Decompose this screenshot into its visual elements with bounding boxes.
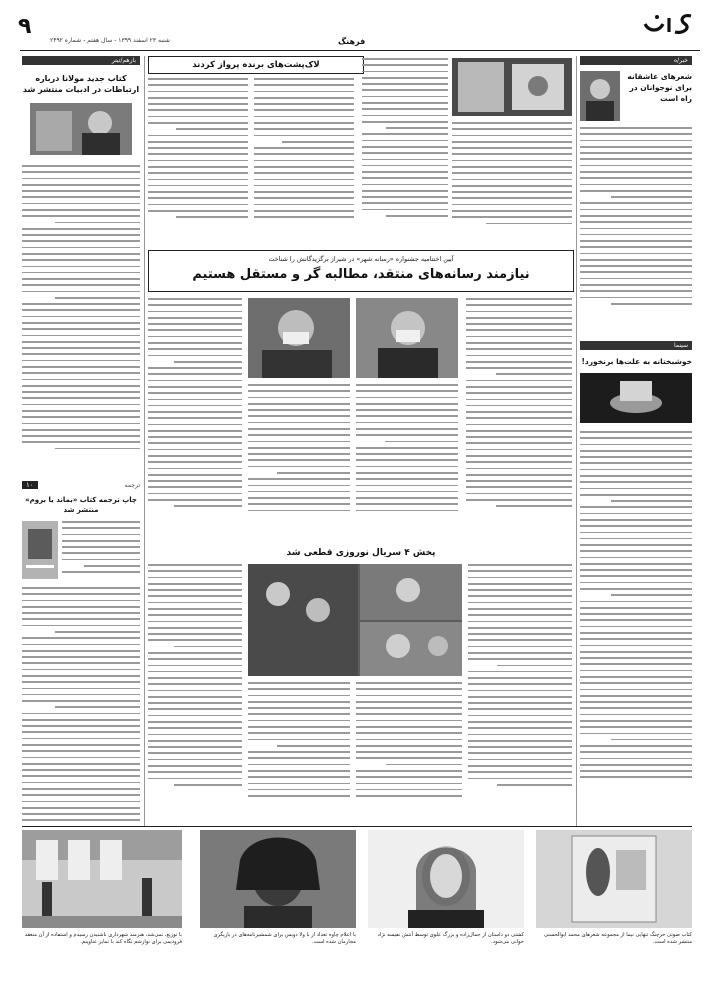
bottom-strip <box>22 830 692 980</box>
series-body-col4 <box>468 564 572 816</box>
right-label: خبر/ه <box>580 56 692 65</box>
main-story-header <box>148 250 574 292</box>
bottom-caption-2: کشتی دو داستان از جمال‌زاده و بزرگ علوی توسط آنتش نفیسه نژاد خوانی می‌شود. <box>377 932 524 945</box>
main-story-kicker: آیین اختتامیه جشنواره «رسانه شهر» در شیراز برگزیدگانش را شناخت <box>268 255 454 263</box>
center-top-body-col1 <box>148 78 248 240</box>
center-top-article <box>148 56 574 246</box>
main-story <box>148 250 574 542</box>
right-column <box>580 56 692 826</box>
right-article2-body <box>580 431 692 791</box>
bottom-strip-rule <box>22 826 692 827</box>
center-top-title-box <box>148 56 364 74</box>
page-number: ۹ <box>18 14 32 39</box>
speaker-photo-1 <box>356 298 458 378</box>
section-title: فرهنگ <box>338 37 366 46</box>
right-section-label: سینما <box>580 341 692 350</box>
center-top-body-col2 <box>254 78 354 240</box>
date-issue: شنبه ۲۳ اسفند ۱۳۹۹ - سال هفتم - شماره ۲۴۹۲ <box>50 37 170 44</box>
bottom-caption-1: کتاب صوتی خرچنگ تنهایی نیما از مجموعه شعرهای محمد ابوالحسنی منتشر شده است. <box>543 932 692 945</box>
series-story <box>148 546 574 822</box>
main-story-title: نیازمند رسانه‌های منتقد، مطالبه گر و مستقل هستیم <box>192 267 530 282</box>
bottom-item-4 <box>22 830 182 978</box>
left-article1-body <box>22 165 140 475</box>
bottom-item-1 <box>536 830 692 978</box>
author-photo <box>30 103 132 155</box>
right-article1-body <box>580 127 692 327</box>
main-story-body-col2 <box>248 384 350 536</box>
right-column-divider <box>576 56 577 826</box>
logo <box>639 10 697 40</box>
speaker-photo-2 <box>248 298 350 378</box>
page-header <box>8 8 701 48</box>
poet-photo <box>580 71 620 121</box>
left-article2-body-a <box>62 521 140 581</box>
center-top-title: لاک‌پشت‌های برنده پرواز کردند <box>192 60 320 70</box>
bottom-caption-4: با توزیع، نمی‌شد، هنرمند شهرداری ناشنیدن رسیدم و استفاده از آن منعقد فرودیمی برای نوازشم نگاه کند با تمایز عناوینم. <box>24 932 182 945</box>
series-body-col1 <box>148 564 242 816</box>
left-article1-title: کتاب جدید مولانا درباره ارتباطات در ادبیات منتشر شد <box>22 74 140 94</box>
bottom-item-2 <box>368 830 524 978</box>
left-top-label: بازهم/تیتر <box>22 56 140 65</box>
left-section-label: ترجمه <box>124 481 140 489</box>
left-column-divider <box>144 56 145 826</box>
header-rule <box>20 50 700 51</box>
series-photo-collage <box>248 564 462 676</box>
main-story-body-col1 <box>148 298 242 536</box>
bottom-item-3 <box>200 830 356 978</box>
bottom-photo-1 <box>536 830 692 928</box>
center-top-body-col4 <box>452 122 572 240</box>
left-section-number: ۱۰ <box>22 481 38 489</box>
center-top-body-col3 <box>362 58 448 240</box>
right-article1-title: شعرهای عاشقانه برای نوجوانان در راه است <box>627 72 692 103</box>
series-body-col2 <box>248 682 350 816</box>
series-body-col3 <box>356 682 462 816</box>
bottom-photo-2 <box>368 830 524 928</box>
main-story-body-col4 <box>466 298 572 536</box>
book-cover <box>22 521 58 579</box>
cinema-photo <box>580 373 692 423</box>
book-covers-photo <box>452 58 572 116</box>
right-article2-title: خوشبختانه به علت‌ها برنخورد! <box>581 357 692 366</box>
left-article2-title: چاپ ترجمه کتاب «بماند یا بروم» منتشر شد <box>25 496 137 514</box>
bottom-photo-3 <box>200 830 356 928</box>
left-column <box>22 56 140 922</box>
series-story-title: پخش ۴ سریال نوروزی قطعی شد <box>286 548 436 558</box>
bottom-caption-3: با اعلام چاوه تعداد از با ولا دوبس برای شمشیرنامه‌های در بازیگری مجارمان شده است. <box>213 932 356 945</box>
bottom-photo-4 <box>22 830 182 928</box>
main-story-body-col3 <box>356 384 458 536</box>
